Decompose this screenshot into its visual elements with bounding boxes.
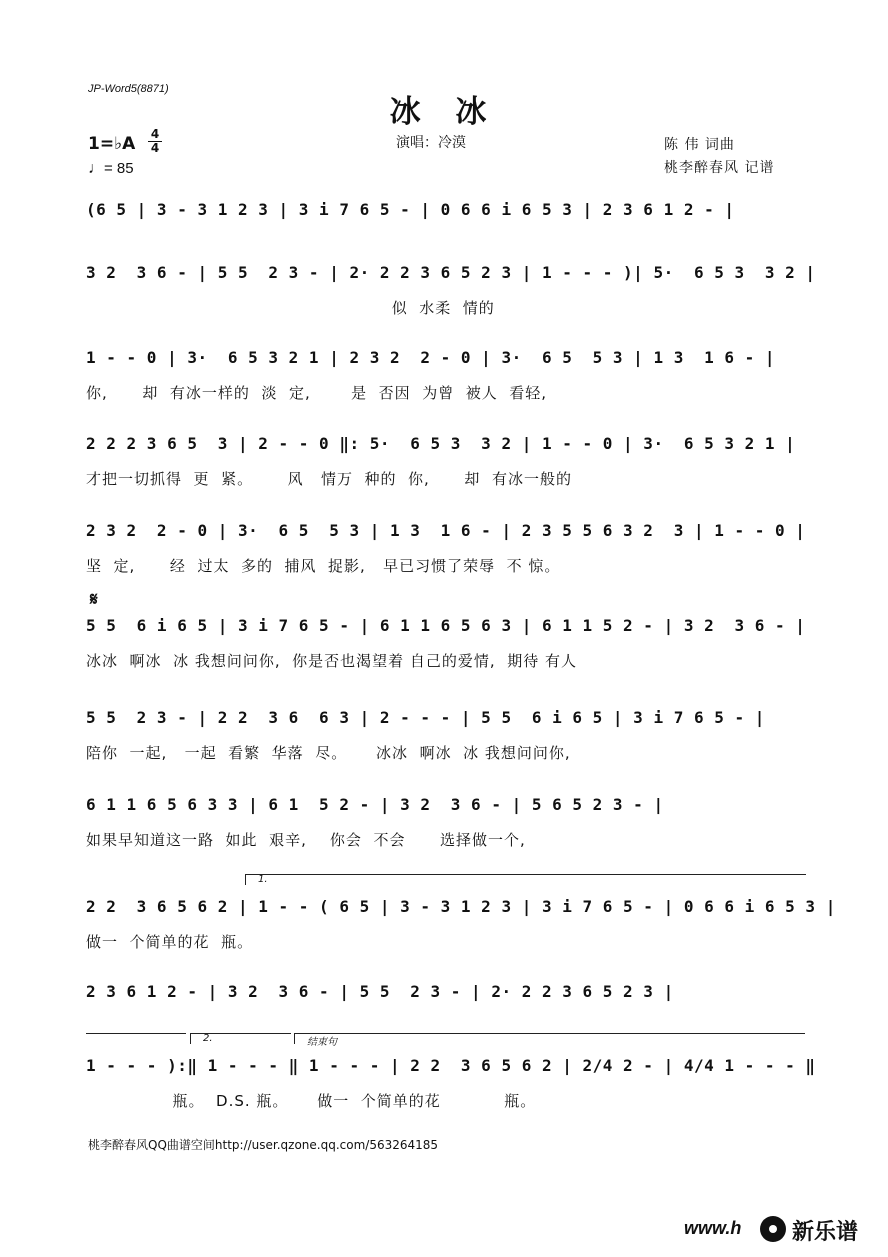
footer-source: 桃李醉春风QQ曲谱空间http://user.qzone.qq.com/563264185 <box>88 1138 439 1152</box>
singer-credit: 演唱：冷漠 <box>396 135 466 151</box>
notation-line: 2 2 3 6 5 6 2 | 1 - - ( 6 5 | 3 - 3 1 2 3 | 3 i 7 6 5 - | 0 6 6 i 6 5 3 | <box>86 897 836 916</box>
notation-line: 6 1 1 6 5 6 3 3 | 6 1 5 2 - | 3 2 3 6 - | 5 6 5 2 3 - | <box>86 795 664 814</box>
notation-line: 5 5 6 i 6 5 | 3 i 7 6 5 - | 6 1 1 6 5 6 3 | 6 1 1 5 2 - | 3 2 3 6 - | <box>86 616 806 635</box>
time-signature-bottom: 4 <box>148 141 162 155</box>
notation-line: 1 - - - ):‖ 1 - - - ‖ 1 - - - | 2 2 3 6 5 6 2 | 2/4 2 - | 4/4 1 - - - ‖ <box>86 1056 816 1075</box>
site-url-text: www.h <box>684 1218 742 1238</box>
song-title: 冰 冰 <box>389 94 499 130</box>
notation-line: 3 2 3 6 - | 5 5 2 3 - | 2· 2 2 3 6 5 2 3 | 1 - - - )| 5· 6 5 3 3 2 | <box>86 263 816 282</box>
quarter-note-icon: ♩ <box>88 160 104 177</box>
volta-label-2: 2. <box>203 1033 213 1044</box>
notation-line: 2 3 2 2 - 0 | 3· 6 5 5 3 | 1 3 1 6 - | 2 3 5 5 6 3 2 3 | 1 - - 0 | <box>86 521 806 540</box>
tempo-value: = 85 <box>104 160 134 177</box>
time-signature-top: 4 <box>150 127 160 141</box>
lyrics-line: 冰冰 啊冰 冰 我想问问你, 你是否也渴望着 自己的爱情, 期待 有人 <box>86 652 577 670</box>
edition-label: JP-Word5(8871) <box>88 83 169 95</box>
record-disc-icon <box>760 1216 786 1242</box>
lyrics-line: 你, 却 有冰一样的 淡 定, 是 否因 为曾 被人 看轻, <box>86 384 548 402</box>
lyrics-line: 似 水柔 情的 <box>86 299 495 317</box>
coda-bracket <box>294 1033 805 1048</box>
volta-bracket-2 <box>190 1033 291 1044</box>
notation-line: 2 2 2 3 6 5 3 | 2 - - 0 ‖: 5· 6 5 3 3 2 | 1 - - 0 | 3· 6 5 3 2 1 | <box>86 434 796 453</box>
notation-line: 1 - - 0 | 3· 6 5 3 2 1 | 2 3 2 2 - 0 | 3· 6 5 5 3 | 1 3 1 6 - | <box>86 348 776 367</box>
volta-bracket-1 <box>245 874 806 885</box>
volta-label-1: 1. <box>258 874 268 885</box>
time-signature <box>148 128 162 155</box>
tempo-marking <box>88 160 134 178</box>
lyrics-line: 如果早知道这一路 如此 艰辛, 你会 不会 选择做一个, <box>86 831 526 849</box>
lyrics-line: 才把一切抓得 更 紧。 风 情万 种的 你, 却 有冰一般的 <box>86 470 572 488</box>
lyrics-composer-credit: 陈 伟 词曲 <box>664 137 735 153</box>
lyrics-line: 瓶。 D.S. 瓶。 做一 个简单的花 瓶。 <box>86 1092 537 1110</box>
volta-continuation <box>86 1033 186 1044</box>
site-logo-name: 新乐谱 <box>792 1220 859 1245</box>
notation-line: 2 3 6 1 2 - | 3 2 3 6 - | 5 5 2 3 - | 2· 2 2 3 6 5 2 3 | <box>86 982 674 1001</box>
notation-line: (6 5 | 3 - 3 1 2 3 | 3 i 7 6 5 - | 0 6 6 i 6 5 3 | 2 3 6 1 2 - | <box>86 200 735 219</box>
coda-label: 结束句 <box>307 1037 337 1048</box>
lyrics-line: 陪你 一起, 一起 看繁 华落 尽。 冰冰 啊冰 冰 我想问问你, <box>86 744 571 762</box>
key-signature: 1=♭A <box>88 134 136 154</box>
lyrics-line: 坚 定, 经 过太 多的 捕风 捉影, 早已习惯了荣辱 不 惊。 <box>86 557 561 575</box>
segno-sign: 𝄋 <box>90 589 98 610</box>
notation-line: 5 5 2 3 - | 2 2 3 6 6 3 | 2 - - - | 5 5 6 i 6 5 | 3 i 7 6 5 - | <box>86 708 765 727</box>
transcriber-credit: 桃李醉春风 记谱 <box>664 160 775 176</box>
lyrics-line: 做一 个简单的花 瓶。 <box>86 933 254 951</box>
